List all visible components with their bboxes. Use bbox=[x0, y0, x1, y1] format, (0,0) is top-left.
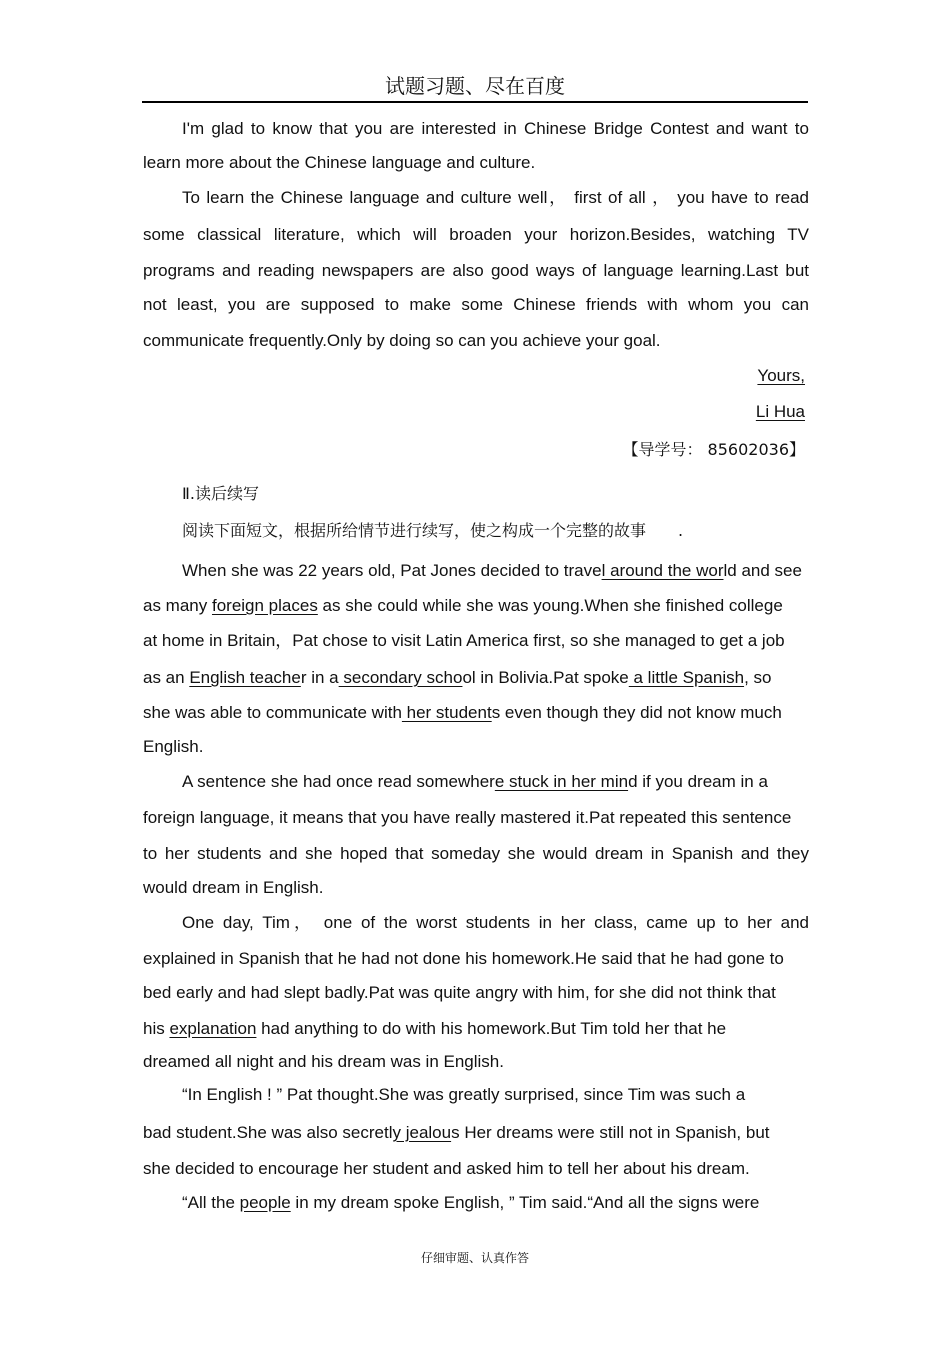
story-line-12: explained in Spanish that he had not done his homework.He said that he had gone to bbox=[143, 949, 784, 968]
story-line-16: “In English ! ” Pat thought.She was greatly surprised, since Tim was such a bbox=[182, 1085, 746, 1104]
text-run: bad student.She was also secretl bbox=[143, 1123, 393, 1142]
text-run: ld and see bbox=[723, 561, 802, 580]
text-run: his bbox=[143, 1019, 170, 1038]
underlined-blank: her student bbox=[401, 703, 492, 722]
section-instruction: 阅读下面短文，根据所给情节进行续写，使之构成一个完整的故事 . bbox=[182, 521, 684, 540]
story-line-13: bed early and had slept badly.Pat was quite angry with him, for she did not think that bbox=[143, 983, 776, 1002]
story-line-15: dreamed all night and his dream was in English. bbox=[143, 1052, 504, 1071]
text-run: d if you dream in a bbox=[628, 772, 768, 791]
story-line-1 bbox=[182, 561, 802, 581]
text-run: as she could while she was young.When she finished college bbox=[317, 596, 783, 615]
story-line-19 bbox=[182, 1193, 759, 1213]
letter-line-5: programs and reading newspapers are also good ways of language learning.Last but bbox=[143, 261, 809, 280]
story-line-5 bbox=[143, 703, 782, 723]
story-line-8: foreign language, it means that you have really mastered it.Pat repeated this sentence bbox=[143, 808, 792, 827]
text-run: , so bbox=[744, 668, 772, 687]
letter-line-6: not least, you are supposed to make some Chinese friends with whom you can bbox=[143, 295, 809, 314]
text-run: s Her dreams were still not in Spanish, but bbox=[451, 1123, 770, 1142]
underlined-blank: English teache bbox=[189, 668, 301, 687]
text-run: she was able to communicate with bbox=[143, 703, 402, 722]
underlined-blank: foreign places bbox=[211, 596, 318, 615]
text-run: When she was 22 years old, Pat Jones decided to trave bbox=[182, 561, 602, 580]
underlined-blank: explanation bbox=[169, 1019, 257, 1038]
story-line-4 bbox=[143, 668, 771, 688]
reference-number: 【导学号： 85602036】 bbox=[622, 440, 805, 459]
underlined-blank: y jealou bbox=[392, 1123, 452, 1142]
text-run: “All the bbox=[182, 1193, 240, 1212]
text-run: ol in Bolivia.Pat spoke bbox=[462, 668, 629, 687]
letter-closing: Yours, bbox=[757, 366, 805, 385]
story-line-6: English. bbox=[143, 737, 204, 756]
text-run: s even though they did not know much bbox=[491, 703, 782, 722]
story-line-3: at home in Britain，Pat chose to visit Latin America first, so she managed to get a job bbox=[143, 631, 785, 650]
story-line-14 bbox=[143, 1019, 726, 1039]
story-line-9: to her students and she hoped that someday she would dream in Spanish and they bbox=[143, 844, 809, 863]
letter-line-1: I'm glad to know that you are interested in Chinese Bridge Contest and want to bbox=[182, 119, 809, 138]
text-run: A sentence she had once read somewher bbox=[182, 772, 495, 791]
text-run: as an bbox=[143, 668, 190, 687]
underlined-blank: e stuck in her min bbox=[494, 772, 629, 791]
header-rule bbox=[142, 101, 808, 103]
story-line-18: she decided to encourage her student and asked him to tell her about his dream. bbox=[143, 1159, 750, 1178]
story-line-11: One day, Tim， one of the worst students in her class, came up to her and bbox=[182, 913, 809, 932]
letter-signature: Li Hua bbox=[755, 402, 805, 421]
story-line-7 bbox=[182, 772, 768, 792]
letter-line-7: communicate frequently.Only by doing so can you achieve your goal. bbox=[143, 331, 661, 350]
underlined-blank: people bbox=[239, 1193, 291, 1212]
letter-line-4: some classical literature, which will broaden your horizon.Besides, watching TV bbox=[143, 225, 809, 244]
text-run: had anything to do with his homework.But Tim told her that he bbox=[256, 1019, 727, 1038]
story-line-17 bbox=[143, 1123, 770, 1143]
letter-line-3: To learn the Chinese language and culture well， first of all ， you have to read bbox=[182, 188, 809, 207]
page-header-title: 试题习题、尽在百度 bbox=[385, 74, 565, 98]
underlined-blank: secondary scho bbox=[338, 668, 463, 687]
story-line-10: would dream in English. bbox=[143, 878, 324, 897]
text-run: r in a bbox=[300, 668, 339, 687]
letter-line-2: learn more about the Chinese language and culture. bbox=[143, 153, 536, 172]
text-run: as many bbox=[143, 596, 212, 615]
text-run: in my dream spoke English, ” Tim said.“And all the signs were bbox=[290, 1193, 760, 1212]
underlined-blank: l around the wor bbox=[601, 561, 724, 580]
section-heading: Ⅱ.读后续写 bbox=[182, 484, 259, 503]
underlined-blank: a little Spanish bbox=[628, 668, 745, 687]
page-footer: 仔细审题、认真作答 bbox=[420, 1251, 529, 1265]
story-line-2 bbox=[143, 596, 783, 616]
